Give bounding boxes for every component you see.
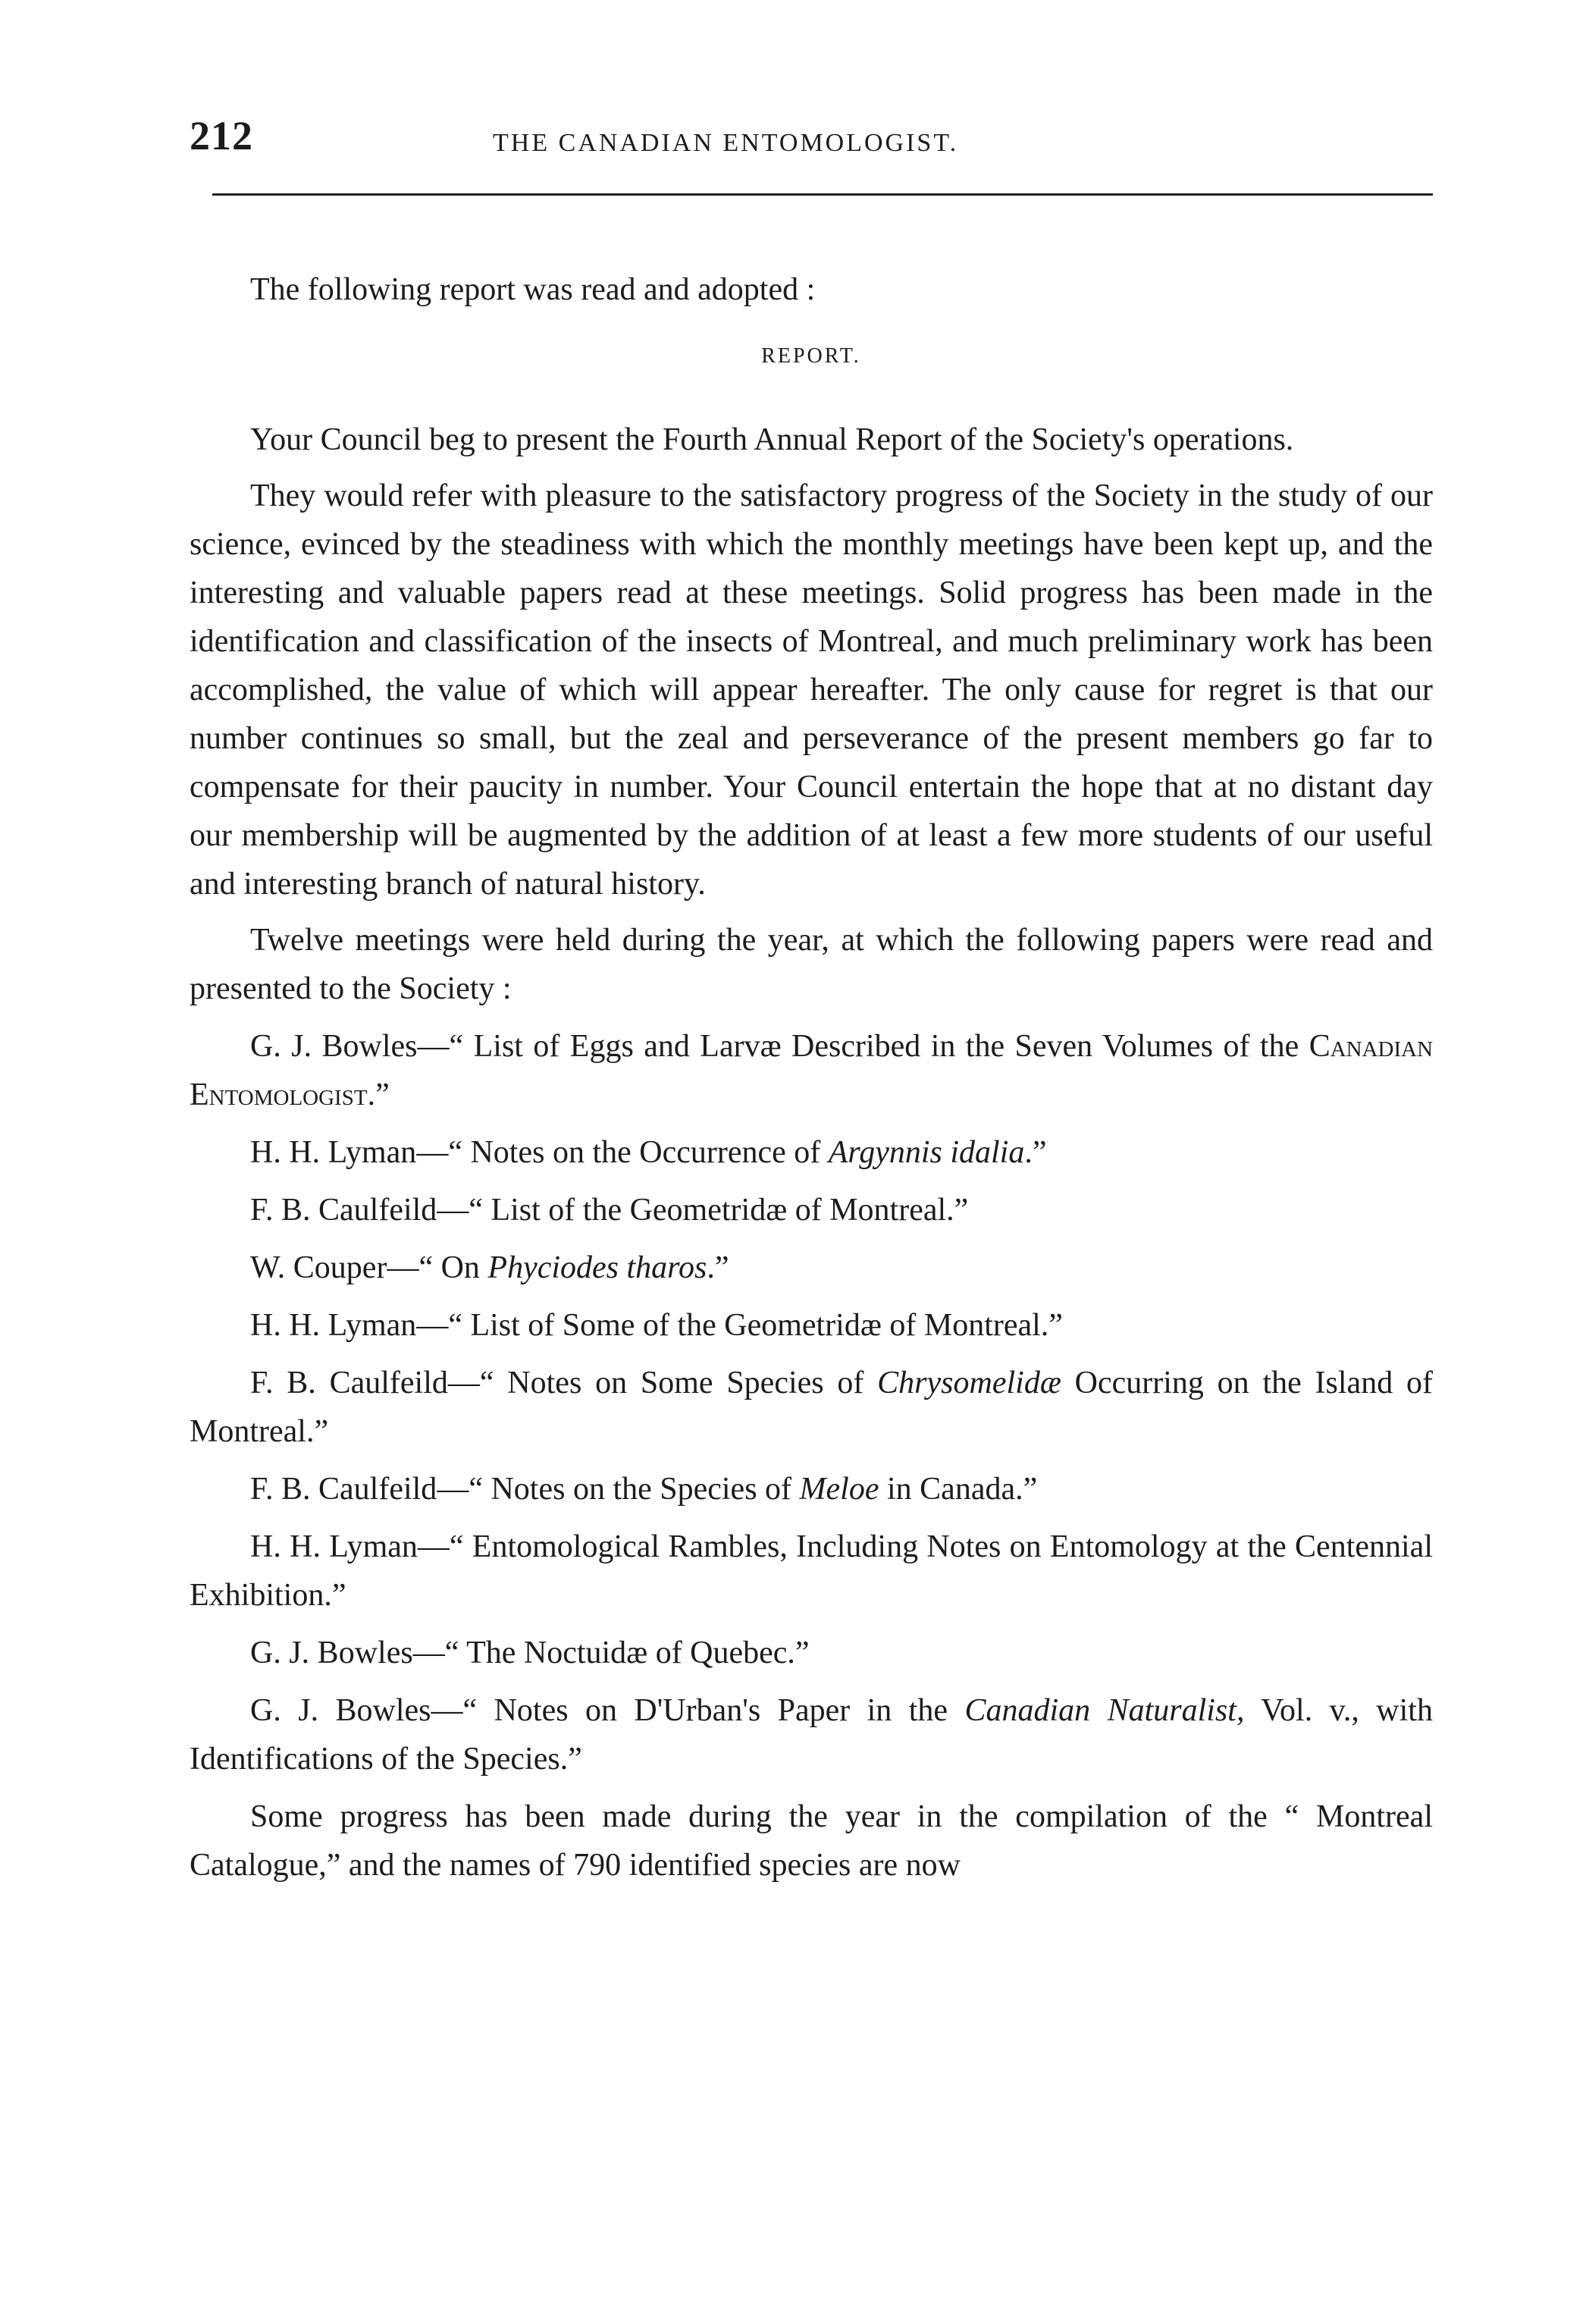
paper-title-text: “ On (418, 1250, 488, 1285)
paper-title-text: “ Notes on the Species of (469, 1472, 800, 1507)
paper-entry: H. H. Lyman—“ Notes on the Occurrence of Argynnis idalia.” (250, 1135, 1047, 1170)
running-title: THE CANADIAN ENTOMOLOGIST. (493, 129, 959, 157)
paper-title-text: “ List of Eggs and Larvæ Described in the Seven Volumes of the (449, 1029, 1309, 1064)
paper-title-italic: Chrysomelidæ (877, 1366, 1061, 1400)
paper-title-end: .” (367, 1077, 390, 1112)
paper-author: W. Couper (250, 1250, 387, 1285)
paper-entry: W. Couper—“ On Phyciodes tharos.” (250, 1250, 729, 1285)
header-rule (212, 193, 1433, 196)
paper-author: F. B. Caulfeild (250, 1366, 448, 1400)
closing-paragraph: Some progress has been made during the year in the compilation of the “ Montreal Catalogue,” and the names of 790 identified species are now (190, 1799, 1433, 1883)
document-page (190, 106, 1433, 1890)
paper-title-end: Vol. v., with Identifications of the Species.” (190, 1693, 1433, 1777)
paper-title-end: .” (1024, 1135, 1047, 1170)
paper-title-text: “ List of the Geometridæ of Montreal.” (469, 1193, 969, 1228)
paper-entry: G. J. Bowles—“ The Noctuidæ of Quebec.” (250, 1636, 810, 1670)
paper-title-italic: Canadian Naturalist, (964, 1693, 1245, 1728)
paper-author: F. B. Caulfeild (250, 1472, 437, 1507)
paper-author: H. H. Lyman (250, 1308, 417, 1343)
paper-entry: F. B. Caulfeild—“ Notes on Some Species of Chrysomelidæ Occurring on the Island of Montreal.” (190, 1366, 1433, 1449)
page-number: 212 (190, 113, 253, 158)
paper-author: H. H. Lyman (250, 1135, 417, 1170)
paper-title-italic: Argynnis idalia (828, 1135, 1025, 1170)
paper-entry: G. J. Bowles—“ Notes on D'Urban's Paper in the Canadian Naturalist, Vol. v., with Identifications of the Species.” (190, 1693, 1433, 1777)
report-paragraph-2: They would refer with pleasure to the satisfactory progress of the Society in the study of our science, evinced by the steadiness with which the monthly meetings have been kept up, and the interesting and valuable papers read at these meetings. Solid progress has been made in the identification and classification of the insects of Montreal, and much preliminary work has been accomplished, the value of which will appear hereafter. The only cause for regret is that our number continues so small, but the zeal and perseverance of the present members go far to compensate for their paucity in number. Your Council entertain the hope that at no distant day our membership will be augmented by the addition of at least a few more students of our useful and interesting branch of natural history. (190, 478, 1433, 902)
paper-title-italic: Phyciodes tharos (487, 1250, 707, 1285)
paper-author: H. H. Lyman (250, 1529, 418, 1564)
report-paragraph-3: Twelve meetings were held during the year, at which the following papers were read and presented to the Society : (190, 923, 1433, 1006)
paper-title-text: “ Entomological Rambles, Including Notes on Entomology at the Centennial Exhibition.” (190, 1529, 1433, 1613)
report-paragraph-1: Your Council beg to present the Fourth Annual Report of the Society's operations. (250, 422, 1294, 457)
paper-author: G. J. Bowles (250, 1029, 418, 1064)
paper-title-end: .” (707, 1250, 729, 1285)
intro-line: The following report was read and adopted : (250, 272, 816, 307)
paper-entry: H. H. Lyman—“ Entomological Rambles, Including Notes on Entomology at the Centennial Exhibition.” (190, 1529, 1433, 1613)
paper-entry: G. J. Bowles—“ List of Eggs and Larvæ Described in the Seven Volumes of the Canadian Entomologist.” (190, 1029, 1434, 1112)
paper-title-text: “ List of Some of the Geometridæ of Montreal.” (448, 1308, 1063, 1343)
paper-title-end: Occurring on the Island of Montreal.” (190, 1366, 1433, 1449)
paper-author: G. J. Bowles (250, 1693, 431, 1728)
paper-entry: H. H. Lyman—“ List of Some of the Geometridæ of Montreal.” (250, 1308, 1063, 1343)
paper-title-text: “ The Noctuidæ of Quebec.” (444, 1636, 810, 1670)
papers-list (190, 1022, 1433, 1783)
paper-title-text: “ Notes on D'Urban's Paper in the (462, 1693, 965, 1728)
page-header (190, 106, 1433, 174)
paper-author: G. J. Bowles (250, 1636, 413, 1670)
paper-title-text: “ Notes on the Occurrence of (448, 1135, 829, 1170)
paper-title-text: “ Notes on Some Species of (479, 1366, 878, 1400)
paper-title-end: in Canada.” (879, 1472, 1038, 1507)
report-heading: REPORT. (761, 344, 861, 368)
paper-entry: F. B. Caulfeild—“ List of the Geometridæ of Montreal.” (250, 1193, 969, 1228)
paper-author: F. B. Caulfeild (250, 1193, 437, 1228)
paper-title-smallcaps: Canadian Entomologist (190, 1029, 1434, 1112)
paper-title-italic: Meloe (799, 1472, 879, 1507)
paper-entry: F. B. Caulfeild—“ Notes on the Species of Meloe in Canada.” (250, 1472, 1038, 1507)
